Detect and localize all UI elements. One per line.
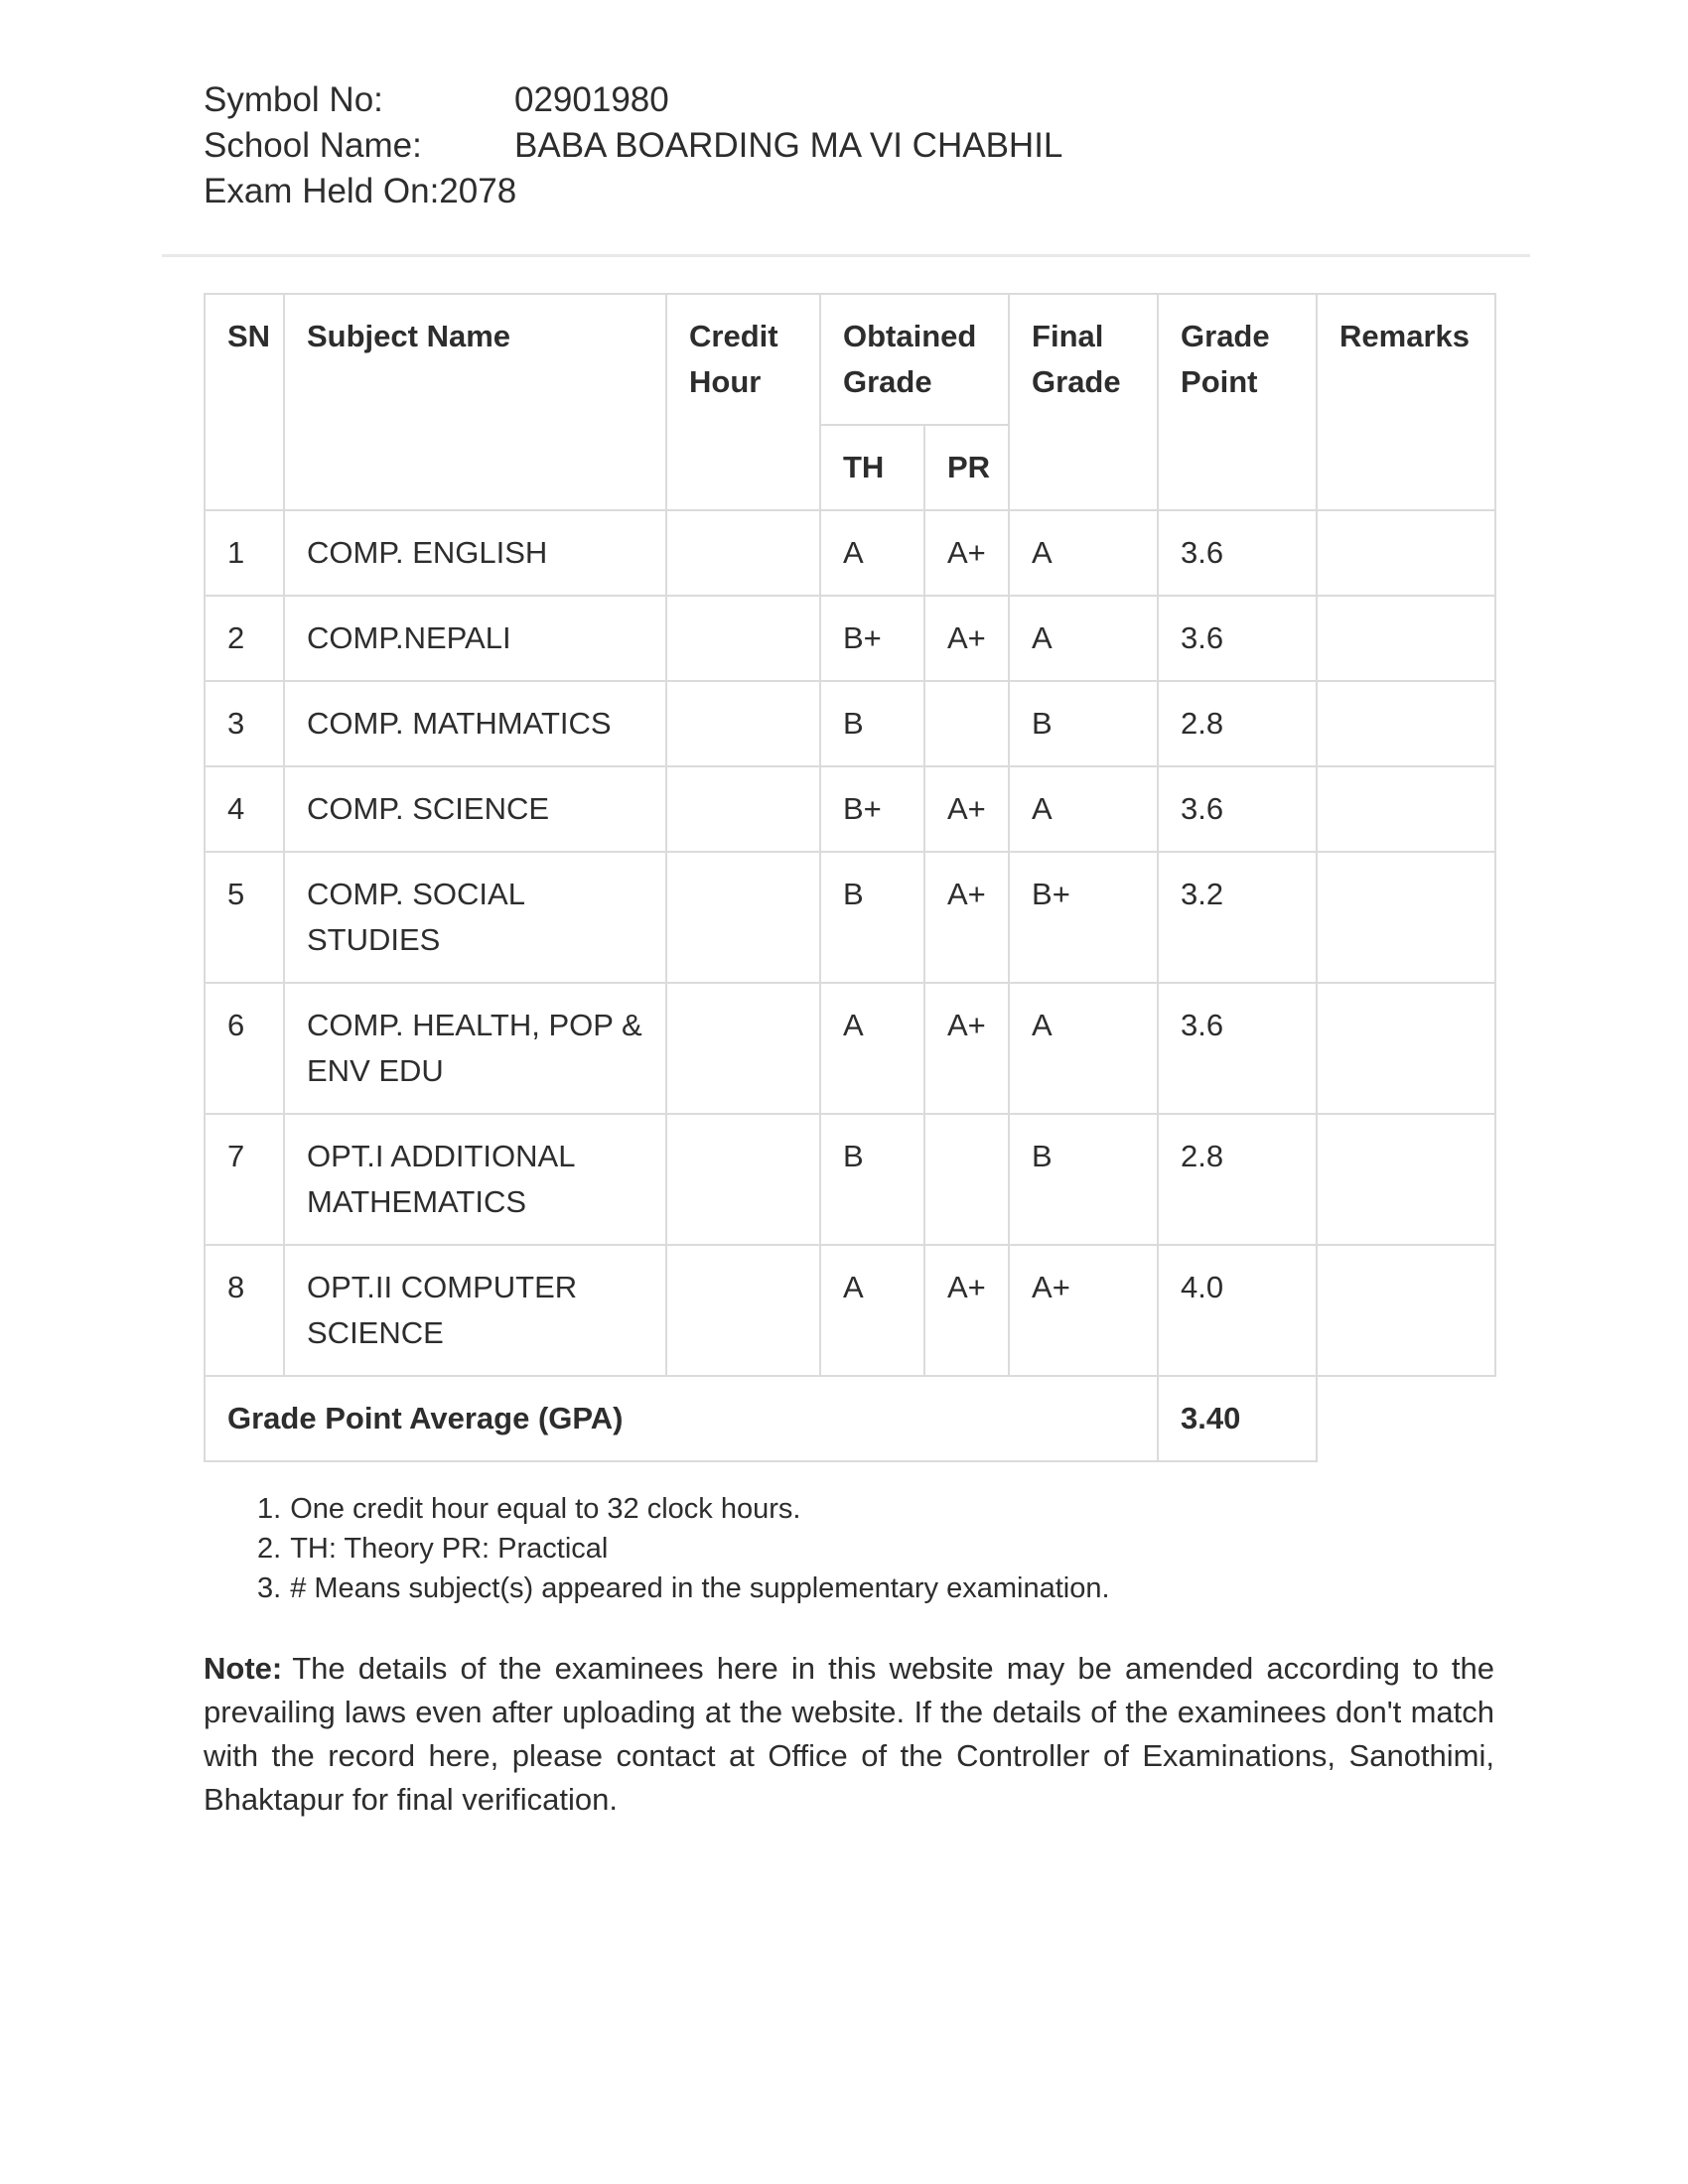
footnote-text: # Means subject(s) appeared in the supplementary examination. bbox=[290, 1572, 1110, 1604]
remarks-cell bbox=[1317, 1245, 1495, 1376]
subject-cell: COMP. SOCIAL STUDIES bbox=[284, 852, 666, 983]
remarks-cell bbox=[1317, 510, 1495, 596]
sn-cell: 1 bbox=[205, 510, 284, 596]
remarks-column-header: Remarks bbox=[1317, 294, 1495, 510]
sn-cell: 5 bbox=[205, 852, 284, 983]
symbol-no-line bbox=[204, 77, 1062, 123]
table-row bbox=[205, 510, 1495, 596]
th-grade-cell: B bbox=[820, 1114, 924, 1245]
grade-point-cell: 3.6 bbox=[1158, 766, 1317, 852]
subject-cell: OPT.II COMPUTER SCIENCE bbox=[284, 1245, 666, 1376]
credit-hour-cell bbox=[666, 681, 820, 766]
final-grade-cell: A bbox=[1009, 596, 1158, 681]
pr-grade-cell: A+ bbox=[924, 983, 1009, 1114]
table-row bbox=[205, 1245, 1495, 1376]
remarks-cell bbox=[1317, 983, 1495, 1114]
footnotes-list bbox=[257, 1489, 1110, 1608]
exam-held-text: Exam Held On:2078 bbox=[204, 172, 517, 210]
footnote-number: 2. bbox=[257, 1533, 282, 1565]
grade-point-cell: 2.8 bbox=[1158, 1114, 1317, 1245]
sn-cell: 2 bbox=[205, 596, 284, 681]
th-grade-cell: A bbox=[820, 510, 924, 596]
grade-point-cell: 3.6 bbox=[1158, 983, 1317, 1114]
grade-point-cell: 2.8 bbox=[1158, 681, 1317, 766]
table-row bbox=[205, 596, 1495, 681]
school-name-label: School Name: bbox=[204, 126, 422, 165]
sn-cell: 7 bbox=[205, 1114, 284, 1245]
symbol-no-label: Symbol No: bbox=[204, 80, 383, 119]
exam-held-line bbox=[204, 169, 1062, 214]
th-grade-cell: B bbox=[820, 681, 924, 766]
credit-hour-cell bbox=[666, 510, 820, 596]
table-row bbox=[205, 983, 1495, 1114]
gpa-row bbox=[205, 1376, 1495, 1461]
obtained-grade-column-header: Obtained Grade bbox=[820, 294, 1009, 425]
remarks-cell bbox=[1317, 596, 1495, 681]
th-grade-cell: B+ bbox=[820, 596, 924, 681]
grade-point-cell: 3.6 bbox=[1158, 510, 1317, 596]
final-grade-cell: B+ bbox=[1009, 852, 1158, 983]
remarks-cell bbox=[1317, 681, 1495, 766]
subject-cell: COMP. HEALTH, POP & ENV EDU bbox=[284, 983, 666, 1114]
note-text: The details of the examinees here in this website may be amended according to the prevailing laws even after uploading at the website. If the details of the examinees don't match with the record here, please contact at Office of the Controller of Examinations, Sanothimi, Bhaktapur for final verification. bbox=[204, 1651, 1494, 1817]
pr-grade-cell: A+ bbox=[924, 852, 1009, 983]
final-grade-cell: A+ bbox=[1009, 1245, 1158, 1376]
footnote-text: One credit hour equal to 32 clock hours. bbox=[290, 1493, 801, 1525]
credit-hour-cell bbox=[666, 1245, 820, 1376]
remarks-cell bbox=[1317, 1114, 1495, 1245]
subject-cell: COMP. SCIENCE bbox=[284, 766, 666, 852]
final-grade-cell: A bbox=[1009, 766, 1158, 852]
th-grade-cell: B+ bbox=[820, 766, 924, 852]
credit-hour-cell bbox=[666, 596, 820, 681]
subject-name-column-header: Subject Name bbox=[284, 294, 666, 510]
th-grade-cell: A bbox=[820, 983, 924, 1114]
subject-cell: OPT.I ADDITIONAL MATHEMATICS bbox=[284, 1114, 666, 1245]
credit-hour-cell bbox=[666, 766, 820, 852]
final-grade-cell: B bbox=[1009, 1114, 1158, 1245]
footnote-text: TH: Theory PR: Practical bbox=[290, 1533, 609, 1565]
note-paragraph bbox=[204, 1647, 1494, 1822]
student-info-header bbox=[204, 77, 1062, 214]
credit-hour-cell bbox=[666, 1114, 820, 1245]
sn-cell: 4 bbox=[205, 766, 284, 852]
remarks-cell bbox=[1317, 766, 1495, 852]
th-grade-cell: B bbox=[820, 852, 924, 983]
grade-point-column-header: Grade Point bbox=[1158, 294, 1317, 510]
footnote-number: 3. bbox=[257, 1572, 282, 1604]
gpa-label: Grade Point Average (GPA) bbox=[205, 1376, 1158, 1461]
grade-point-cell: 4.0 bbox=[1158, 1245, 1317, 1376]
credit-hour-cell bbox=[666, 983, 820, 1114]
grade-point-cell: 3.2 bbox=[1158, 852, 1317, 983]
pr-grade-cell bbox=[924, 681, 1009, 766]
footnote-item bbox=[257, 1529, 1110, 1569]
final-grade-cell: A bbox=[1009, 983, 1158, 1114]
sn-cell: 3 bbox=[205, 681, 284, 766]
subject-cell: COMP.NEPALI bbox=[284, 596, 666, 681]
pr-grade-cell: A+ bbox=[924, 596, 1009, 681]
th-subcolumn-header: TH bbox=[820, 425, 924, 510]
table-row bbox=[205, 852, 1495, 983]
pr-grade-cell: A+ bbox=[924, 1245, 1009, 1376]
table-row bbox=[205, 766, 1495, 852]
final-grade-cell: A bbox=[1009, 510, 1158, 596]
sn-cell: 6 bbox=[205, 983, 284, 1114]
footnote-item bbox=[257, 1489, 1110, 1529]
symbol-no-value: 02901980 bbox=[514, 80, 669, 119]
note-label: Note: bbox=[204, 1651, 283, 1686]
th-grade-cell: A bbox=[820, 1245, 924, 1376]
footnote-number: 1. bbox=[257, 1493, 282, 1525]
remarks-cell bbox=[1317, 852, 1495, 983]
credit-hour-column-header: Credit Hour bbox=[666, 294, 820, 510]
subject-cell: COMP. ENGLISH bbox=[284, 510, 666, 596]
header-divider bbox=[162, 254, 1530, 257]
grade-point-cell: 3.6 bbox=[1158, 596, 1317, 681]
grade-results-table bbox=[204, 293, 1496, 1462]
school-name-value: BABA BOARDING MA VI CHABHIL bbox=[514, 126, 1063, 165]
credit-hour-cell bbox=[666, 852, 820, 983]
table-row bbox=[205, 681, 1495, 766]
final-grade-column-header: Final Grade bbox=[1009, 294, 1158, 510]
school-name-line bbox=[204, 123, 1062, 169]
pr-subcolumn-header: PR bbox=[924, 425, 1009, 510]
table-row bbox=[205, 1114, 1495, 1245]
pr-grade-cell: A+ bbox=[924, 766, 1009, 852]
table-header-row-1 bbox=[205, 294, 1495, 425]
pr-grade-cell: A+ bbox=[924, 510, 1009, 596]
gpa-value: 3.40 bbox=[1158, 1376, 1317, 1461]
sn-column-header: SN bbox=[205, 294, 284, 510]
footnote-item bbox=[257, 1569, 1110, 1608]
subject-cell: COMP. MATHMATICS bbox=[284, 681, 666, 766]
final-grade-cell: B bbox=[1009, 681, 1158, 766]
sn-cell: 8 bbox=[205, 1245, 284, 1376]
pr-grade-cell bbox=[924, 1114, 1009, 1245]
